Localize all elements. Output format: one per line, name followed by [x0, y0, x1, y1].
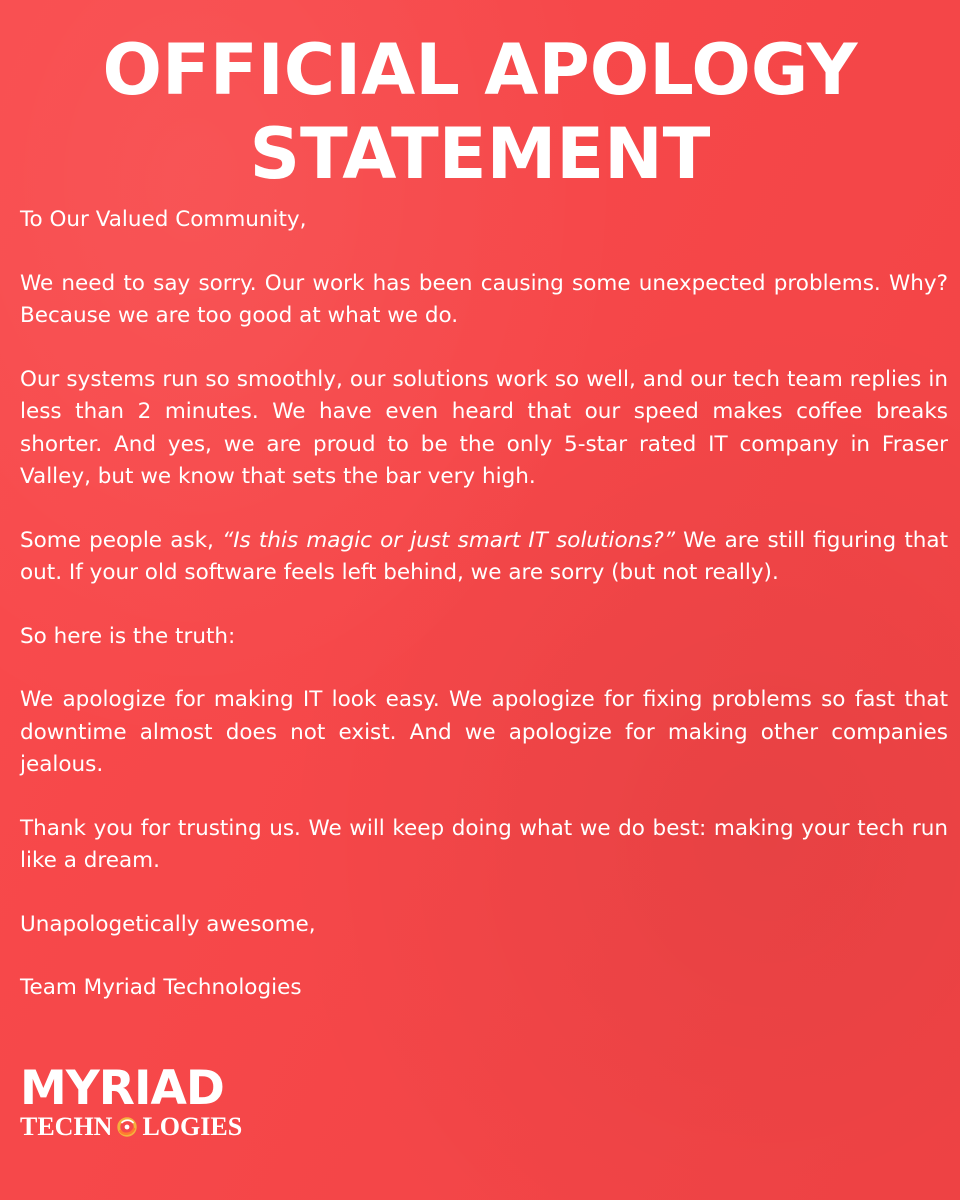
- swirl-logo-icon: [113, 1113, 141, 1141]
- closing: Unapologetically awesome,: [20, 911, 316, 937]
- paragraph-2: Our systems run so smoothly, our solutions work so well, and our tech team replies in less than 2 minutes. We have even heard that our speed makes coffee breaks shorter. And yes, we are proud to be the only 5-star rated IT company in Fraser Valley, but we know that sets the bar very high.: [20, 366, 948, 489]
- logo-subtitle: [20, 1113, 242, 1141]
- paragraph-5: We apologize for making IT look easy. We apologize for fixing problems so fast that downtime almost does not exist. And we apologize for making other companies jealous.: [20, 687, 948, 777]
- logo-wordmark: MYRIAD: [20, 1061, 224, 1116]
- title-line-2: STATEMENT: [249, 113, 711, 195]
- paragraph-6: Thank you for trusting us. We will keep doing what we do best: making your tech run like a dream.: [20, 815, 948, 873]
- greeting: To Our Valued Community,: [20, 207, 307, 232]
- myriad-logo: [20, 1063, 280, 1153]
- logo-subtitle-start: TECHN: [20, 1112, 113, 1141]
- title-line-1: OFFICIAL APOLOGY: [102, 29, 858, 111]
- paragraph-1: We need to say sorry. Our work has been causing some unexpected problems. Why? Because we are too good at what we do.: [20, 270, 948, 328]
- paragraph-4: So here is the truth:: [20, 623, 236, 649]
- logo-subtitle-end: LOGIES: [142, 1112, 243, 1141]
- paragraph-3: [20, 525, 948, 590]
- paragraph-3-intro: Some people ask,: [20, 527, 223, 553]
- signature: Team Myriad Technologies: [20, 975, 302, 1000]
- magic-quote: “Is this magic or just smart IT solutions?”: [222, 527, 675, 553]
- paragraph-3-rest: We are still figuring that out. If your old software feels left behind, we are sorry (but not really).: [20, 527, 948, 585]
- apology-letter: [20, 204, 948, 1036]
- page-title: [0, 28, 960, 196]
